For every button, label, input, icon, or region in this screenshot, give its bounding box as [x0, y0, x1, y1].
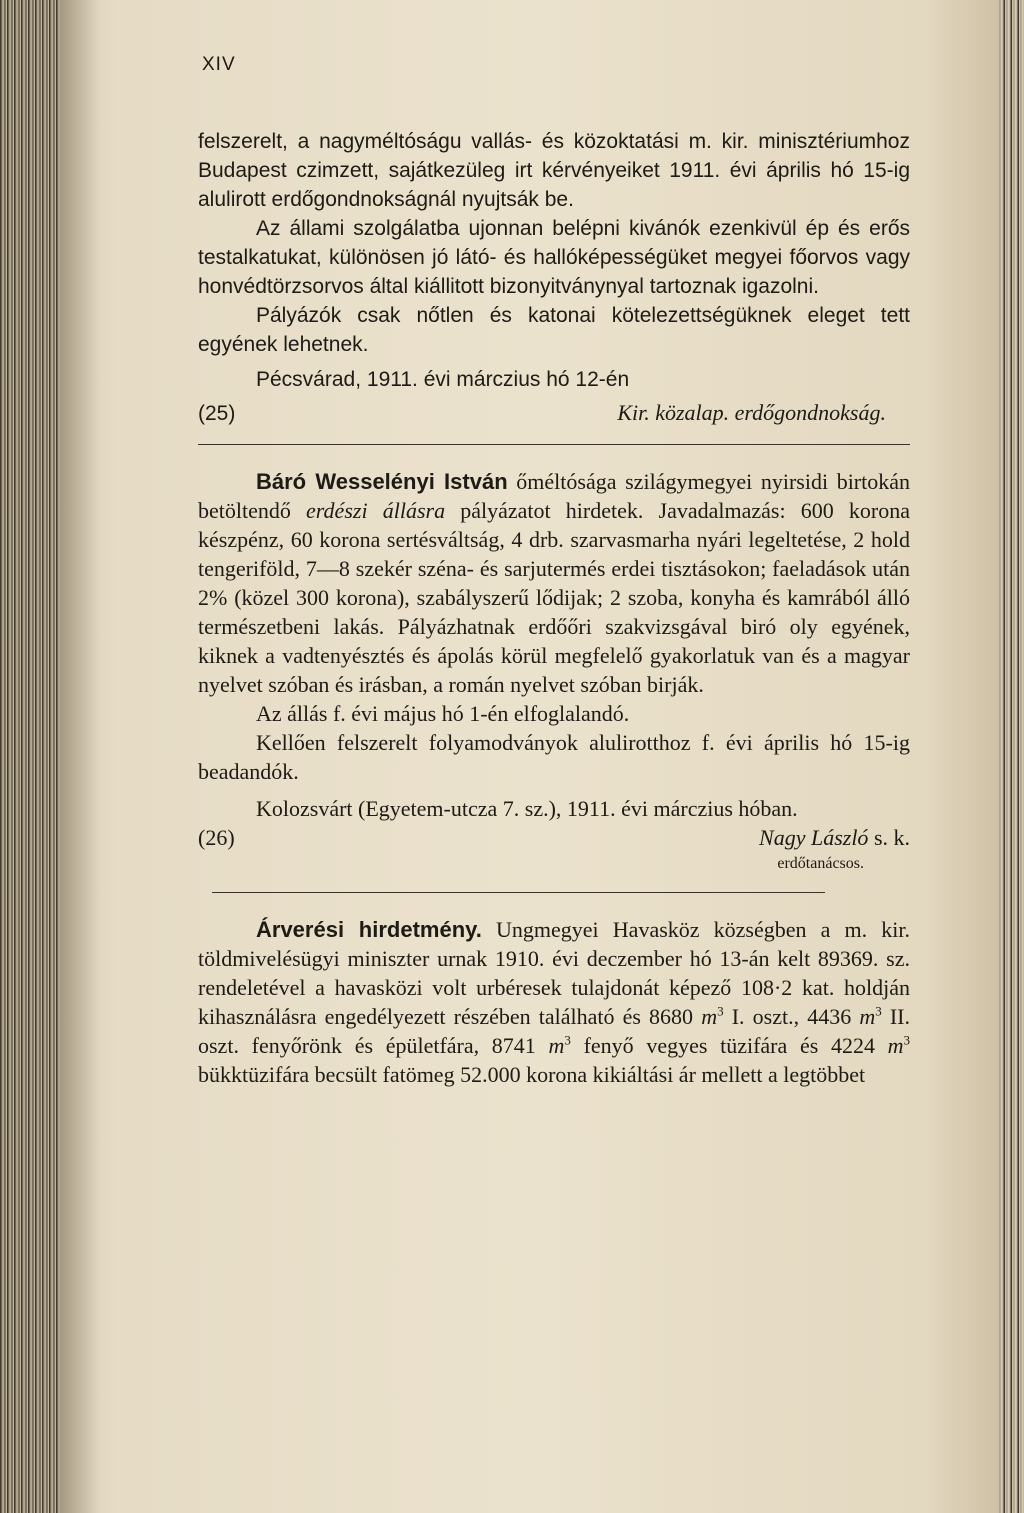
auction-paragraph	[198, 915, 910, 1089]
notice-25-signature-row	[198, 398, 910, 428]
notice-26	[198, 467, 910, 876]
auction-text-3: II. oszt. fenyőrönk és épületfára, 8741	[198, 1004, 911, 1058]
notice-26-paragraph-1	[198, 467, 910, 699]
notice-25-place-date: Pécsvárad, 1911. évi márczius hó 12-én	[256, 368, 630, 391]
auction-text-1: Ungmegyei Havasköz községben a m. kir. töldmivelésügyi miniszter urnak 1910. évi deczember hó 13-án kelt 89369. sz. rendeletével a havasközi volt urbéresek tulajdonát képező 108·2 kat. holdján kihasználásra engedélyezett részében található és 8680	[198, 917, 911, 1029]
notice-26-signature-title: erdőtanácsos.	[777, 855, 864, 872]
auction-unit-2-exponent: 3	[875, 1003, 882, 1019]
auction-text-5: bükktüzifára becsült fatömeg 52.000 korona kikiáltási ár mellett a legtöbbet	[198, 1062, 866, 1087]
auction-unit-1-exponent: 3	[717, 1003, 724, 1019]
auction-heading: Árverési hirdetmény.	[256, 917, 482, 942]
auction-unit-4-exponent: 3	[903, 1032, 911, 1048]
notice-25-paragraph-2: Az állami szolgálatba ujonnan belépni kivánók ezenkivül ép és erős testalkatukat, különösen jó látó- és hallóképességüket megyei főorvos vagy honvédtörzsorvos által kiállitott bizonyitványnyal tartoznak igazolni.	[198, 217, 910, 298]
divider-1	[198, 444, 910, 445]
notice-26-signature-suffix: s. k.	[873, 825, 910, 850]
notice-26-signature-name: Nagy László	[759, 825, 869, 850]
notice-26-place-date: Kolozsvárt (Egyetem-utcza 7. sz.), 1911. évi márczius hóban.	[256, 796, 798, 821]
notice-26-text-b: pályázatot hirdetek. Javadalmazás: 600 korona készpénz, 60 korona sertésváltság, 4 drb. szarvasmarha nyári legeltetése, 2 hold tengeriföld, 7—8 szekér széna- és sarjutermés erdei tisztásokon; faeladások után 2%	[198, 498, 911, 610]
page-number: XIV	[202, 54, 236, 75]
notice-26-text-c: (közel 300 korona), szabályszerű lődijak; 2 szoba, konyha és kamrából álló természetbeni lakás. Pályázhatnak erdőőri szakvizsgával biró oly egyének, kiknek a vadtenyésztés és ápolás körül megfelelő gyakorlatuk van és a magyar nyelvet szóban és irásban, a román nyelvet szóban birják.	[198, 585, 911, 697]
page-edges-left	[0, 0, 62, 1513]
notice-26-paragraph-2: Az állás f. évi május hó 1-én elfoglalandó.	[256, 701, 630, 726]
notice-26-signature-row	[198, 823, 910, 852]
auction-unit-2: m	[859, 1004, 876, 1029]
auction-text-4: fenyő vegyes tüzifára és 4224	[583, 1033, 875, 1058]
notice-25-paragraph-3: Pályázók csak nőtlen és katonai kötelezettségüknek eleget tett egyének lehetnek.	[198, 304, 910, 356]
notice-25-signature: Kir. közalap. erdőgondnokság.	[617, 400, 886, 425]
notice-26-paragraph-3: Kellően felszerelt folyamodványok alulirotthoz f. évi április hó 15-ig beadandók.	[198, 730, 910, 784]
auction-unit-1: m	[701, 1004, 718, 1029]
notice-26-text-a: őméltósága szilágymegyei nyirsidi birtokán betöltendő	[198, 469, 911, 523]
notice-25	[198, 127, 910, 428]
notice-25-paragraph-1: felszerelt, a nagyméltóságu vallás- és közoktatási m. kir. minisztériumhoz Budapest czimzett, sajátkezüleg irt kérvényeiket 1911. évi április hó 15-ig alulirott erdőgondnokságnál nyujtsák be.	[198, 130, 910, 211]
notice-26-number: (26)	[198, 825, 235, 850]
page-text	[198, 50, 910, 1089]
notice-auction	[198, 915, 910, 1089]
gutter-shadow	[60, 0, 100, 1513]
auction-unit-3-exponent: 3	[564, 1032, 571, 1048]
auction-unit-3: m	[548, 1033, 565, 1058]
notice-26-position-italic: erdészi állásra	[306, 498, 446, 523]
divider-2	[212, 892, 824, 893]
notice-26-signature	[759, 823, 910, 852]
auction-text-2: I. oszt., 4436	[731, 1004, 852, 1029]
notice-26-lead-name: Báró Wesselényi István	[256, 469, 508, 494]
page-edges-right	[998, 0, 1024, 1513]
auction-unit-4: m	[887, 1033, 904, 1058]
notice-25-number: (25)	[198, 402, 236, 425]
